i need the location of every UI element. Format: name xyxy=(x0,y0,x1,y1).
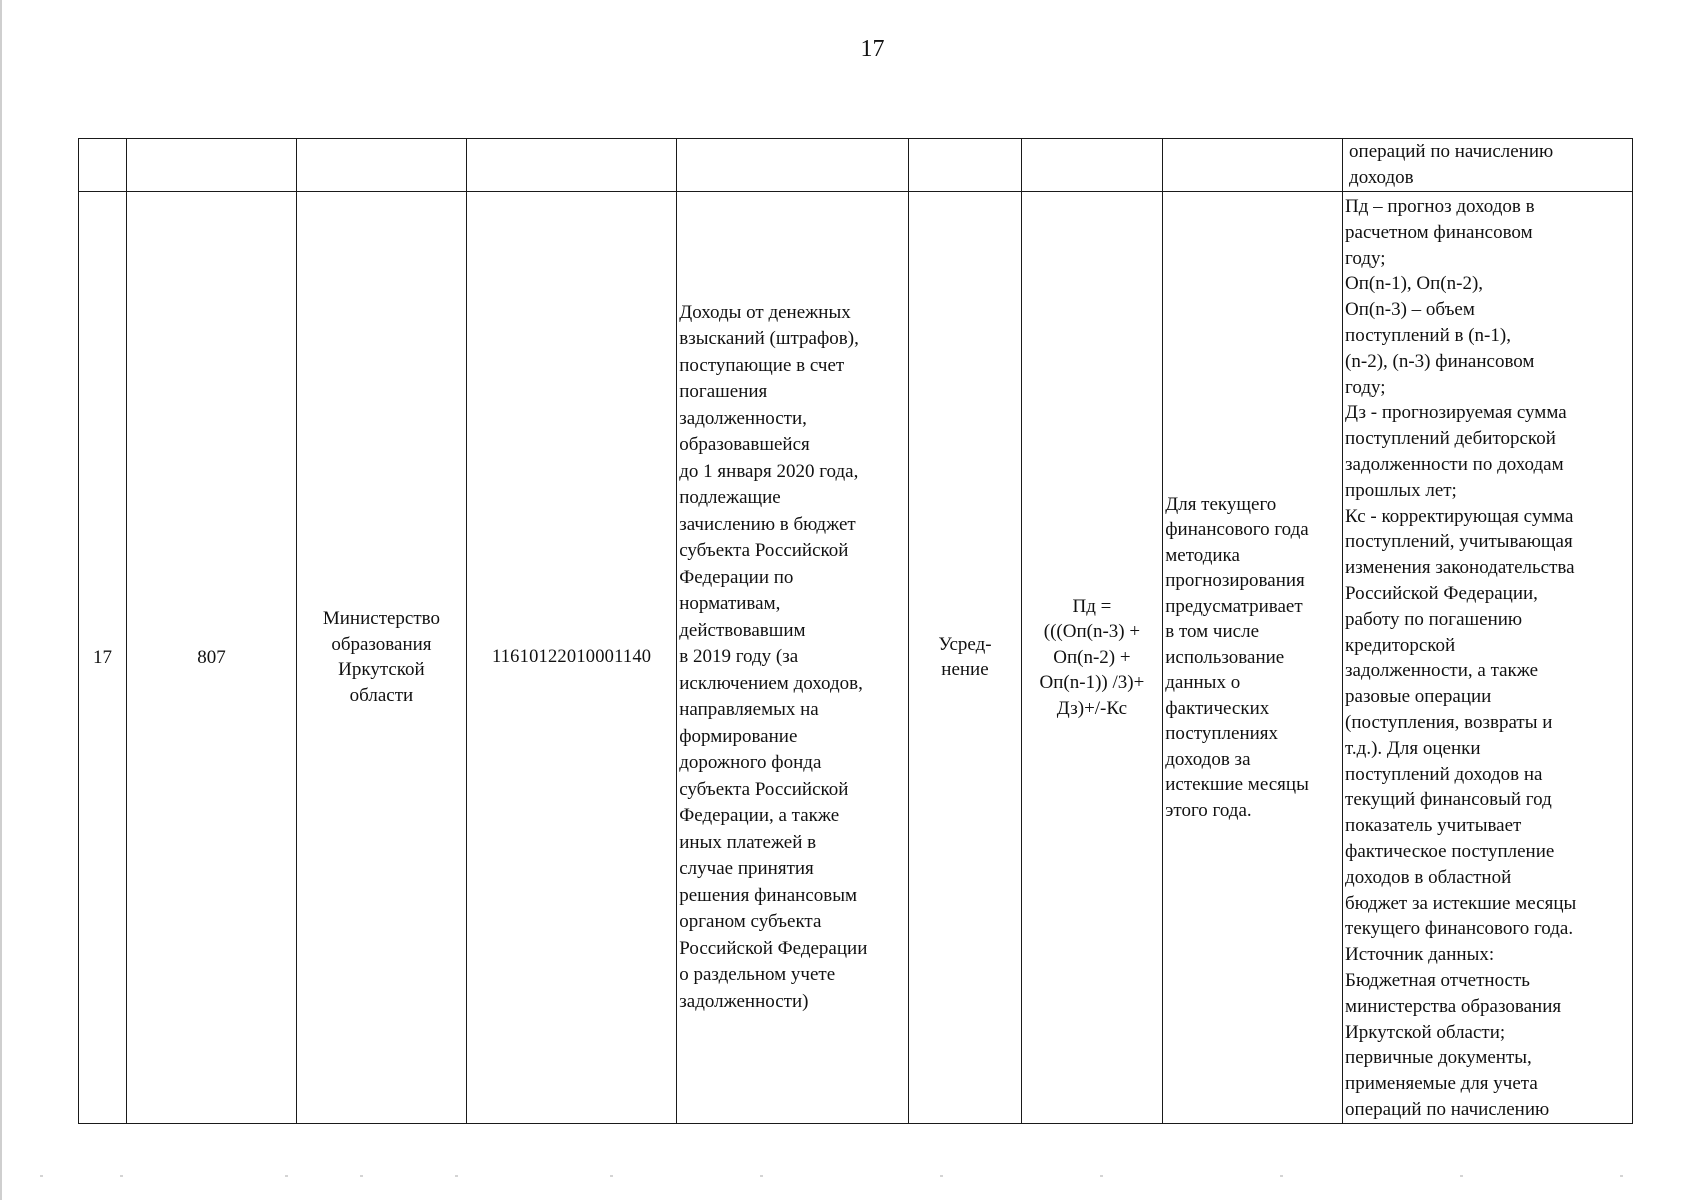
cont-cell-income-name xyxy=(677,139,909,192)
page-number: 17 xyxy=(860,36,885,62)
cont-cell-algorithm xyxy=(1163,139,1343,192)
scan-noise xyxy=(0,1175,1697,1195)
income-name: Доходы от денежных взысканий (штрафов), поступающие в счет погашения задолженности, образовавшейся до 1 января 2020 года, подлежащие зачислению в бюджет субъекта Российской Федерации по нормативам, действовавшим в 2019 году (за исключением доходов, направляемых на формирование дорожного фонда субъекта Российской Федерации, а также иных платежей в случае принятия решения финансовым органом субъекта Российской Федерации о раздельном учете задолженности) xyxy=(679,301,868,1012)
method: Усред- нение xyxy=(909,192,1021,1124)
scan-left-edge xyxy=(0,0,2,1200)
description: Пд – прогноз доходов в расчетном финансовом году; Оп(n-1), Оп(n-2), Оп(n-3) – объем поступлений в (n-1), (n-2), (n-3) финансовом году; Дз - прогнозируемая сумма поступлений дебиторской задолженности по доходам прошлых лет; Кс - корректирующая сумма поступлений, учитывающая изменения законодательства Российской Федерации, работу по погашению кредиторской задолженности, а также разовые операции (поступления, возвраты и т.д.). Для оценки поступлений доходов на текущий финансовый год показатель учитывает фактическое поступление доходов в областной бюджет за истекшие месяцы текущего финансового года. Источник данных: Бюджетная отчетность министерства образования Иркутской области; первичные документы, применяемые для учета операций по начислению xyxy=(1345,196,1577,1120)
cont-cell-description: операций по начислению доходов xyxy=(1343,139,1633,192)
cont-cell-kbk-code xyxy=(466,139,676,192)
revenue-forecast-table xyxy=(78,138,1633,1124)
formula: Пд = (((Оп(n-3) + Оп(n-2) + Оп(n-1)) /3)+ Дз)+/-Кс xyxy=(1021,192,1163,1124)
table-row xyxy=(79,192,1633,1124)
admin-name: Министерство образования Иркутской области xyxy=(296,192,466,1124)
cont-cell-admin-code xyxy=(126,139,296,192)
income-name-cell xyxy=(677,192,909,1124)
cont-cell-method xyxy=(909,139,1021,192)
algorithm: Для текущего финансового года методика прогнозирования предусматривает в том числе использование данных о фактических поступлениях доходов за истекшие месяцы этого года. xyxy=(1163,192,1343,1124)
row-number: 17 xyxy=(79,192,127,1124)
cont-cell-admin-name xyxy=(296,139,466,192)
continuation-row xyxy=(79,139,1633,192)
description-cell xyxy=(1343,192,1633,1124)
cont-cell-formula xyxy=(1021,139,1163,192)
cont-cell-num xyxy=(79,139,127,192)
admin-code: 807 xyxy=(126,192,296,1124)
kbk-code: 11610122010001140 xyxy=(466,192,676,1124)
